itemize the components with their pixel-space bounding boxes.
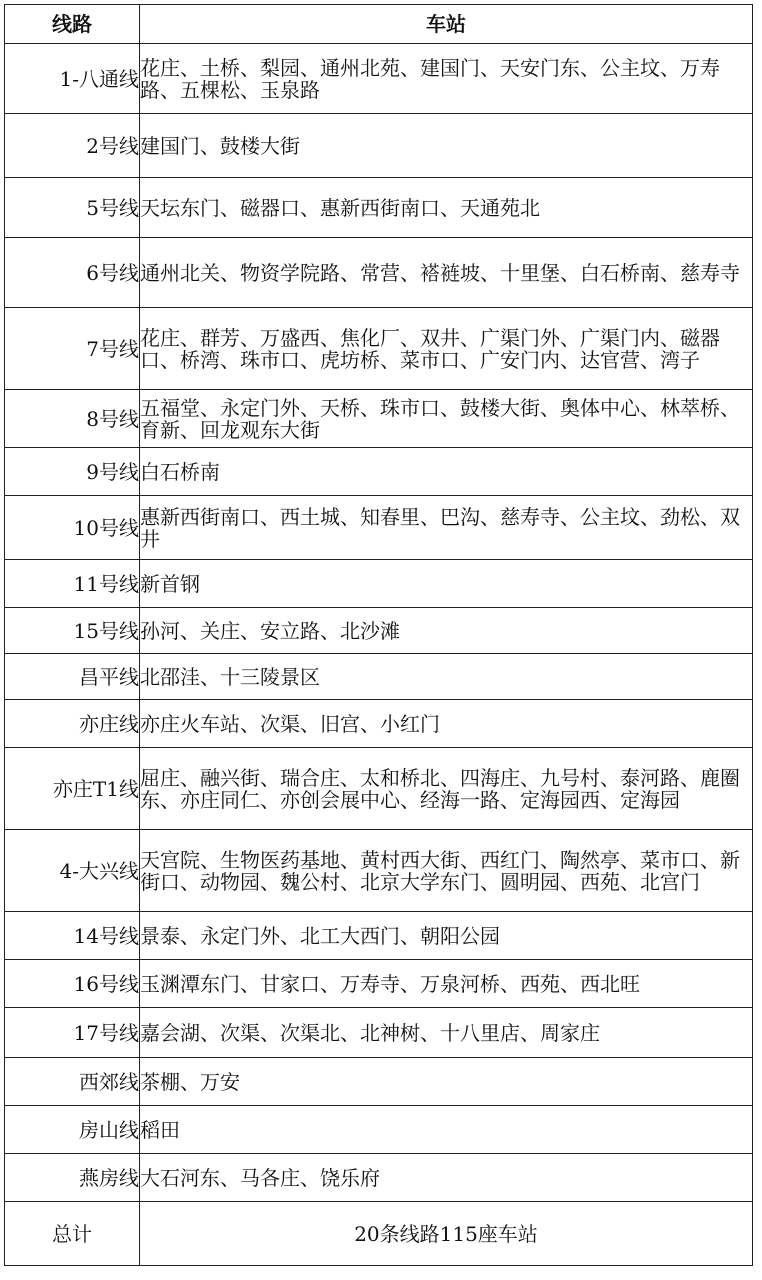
line-name: 6号线 bbox=[5, 238, 140, 308]
line-name: 昌平线 bbox=[5, 654, 140, 700]
line-name: 7号线 bbox=[5, 308, 140, 390]
station-list: 花庄、群芳、万盛西、焦化厂、双井、广渠门外、广渠门内、磁器口、桥湾、珠市口、虎坊桥、菜市口、广安门内、达官营、湾子 bbox=[140, 308, 753, 390]
line-name: 14号线 bbox=[5, 912, 140, 960]
table-row bbox=[5, 496, 753, 560]
table-row bbox=[5, 308, 753, 390]
total-value: 20条线路115座车站 bbox=[140, 1202, 753, 1266]
header-line: 线路 bbox=[5, 5, 140, 44]
table-row bbox=[5, 1154, 753, 1202]
table-row bbox=[5, 1058, 753, 1106]
line-name: 4-大兴线 bbox=[5, 830, 140, 912]
line-name: 亦庄T1线 bbox=[5, 748, 140, 830]
station-list: 亦庄火车站、次渠、旧宫、小红门 bbox=[140, 700, 753, 748]
line-name: 亦庄线 bbox=[5, 700, 140, 748]
station-list: 稻田 bbox=[140, 1106, 753, 1154]
line-name: 2号线 bbox=[5, 114, 140, 178]
table-row bbox=[5, 748, 753, 830]
station-list: 天坛东门、磁器口、惠新西街南口、天通苑北 bbox=[140, 178, 753, 238]
station-list: 花庄、土桥、梨园、通州北苑、建国门、天安门东、公主坟、万寿路、五棵松、玉泉路 bbox=[140, 44, 753, 114]
line-name: 15号线 bbox=[5, 608, 140, 654]
table-row bbox=[5, 1008, 753, 1058]
station-list: 屈庄、融兴街、瑞合庄、太和桥北、四海庄、九号村、泰河路、鹿圈东、亦庄同仁、亦创会展中心、经海一路、定海园西、定海园 bbox=[140, 748, 753, 830]
table-row bbox=[5, 238, 753, 308]
table-row bbox=[5, 830, 753, 912]
line-name: 房山线 bbox=[5, 1106, 140, 1154]
station-list: 玉渊潭东门、甘家口、万寿寺、万泉河桥、西苑、西北旺 bbox=[140, 960, 753, 1008]
metro-stations-table bbox=[4, 4, 753, 1266]
table-row bbox=[5, 560, 753, 608]
table-header-row bbox=[5, 5, 753, 44]
line-name: 燕房线 bbox=[5, 1154, 140, 1202]
total-row bbox=[5, 1202, 753, 1266]
line-name: 西郊线 bbox=[5, 1058, 140, 1106]
table-row bbox=[5, 654, 753, 700]
station-list: 白石桥南 bbox=[140, 448, 753, 496]
station-list: 茶棚、万安 bbox=[140, 1058, 753, 1106]
line-name: 17号线 bbox=[5, 1008, 140, 1058]
table-row bbox=[5, 448, 753, 496]
station-list: 通州北关、物资学院路、常营、褡裢坡、十里堡、白石桥南、慈寿寺 bbox=[140, 238, 753, 308]
total-label: 总计 bbox=[5, 1202, 140, 1266]
line-name: 16号线 bbox=[5, 960, 140, 1008]
line-name: 11号线 bbox=[5, 560, 140, 608]
station-list: 北邵洼、十三陵景区 bbox=[140, 654, 753, 700]
line-name: 10号线 bbox=[5, 496, 140, 560]
table-row bbox=[5, 178, 753, 238]
station-list: 建国门、鼓楼大街 bbox=[140, 114, 753, 178]
table-row bbox=[5, 1106, 753, 1154]
table-row bbox=[5, 912, 753, 960]
line-name: 8号线 bbox=[5, 390, 140, 448]
station-list: 嘉会湖、次渠、次渠北、北神树、十八里店、周家庄 bbox=[140, 1008, 753, 1058]
station-list: 景泰、永定门外、北工大西门、朝阳公园 bbox=[140, 912, 753, 960]
station-list: 大石河东、马各庄、饶乐府 bbox=[140, 1154, 753, 1202]
line-name: 9号线 bbox=[5, 448, 140, 496]
station-list: 惠新西街南口、西土城、知春里、巴沟、慈寿寺、公主坟、劲松、双井 bbox=[140, 496, 753, 560]
station-list: 五福堂、永定门外、天桥、珠市口、鼓楼大街、奥体中心、林萃桥、育新、回龙观东大街 bbox=[140, 390, 753, 448]
header-stations: 车站 bbox=[140, 5, 753, 44]
station-list: 天宫院、生物医药基地、黄村西大街、西红门、陶然亭、菜市口、新街口、动物园、魏公村、北京大学东门、圆明园、西苑、北宫门 bbox=[140, 830, 753, 912]
table-row bbox=[5, 44, 753, 114]
table-row bbox=[5, 390, 753, 448]
line-name: 1-八通线 bbox=[5, 44, 140, 114]
table-row bbox=[5, 700, 753, 748]
station-list: 孙河、关庄、安立路、北沙滩 bbox=[140, 608, 753, 654]
station-list: 新首钢 bbox=[140, 560, 753, 608]
line-name: 5号线 bbox=[5, 178, 140, 238]
table-row bbox=[5, 608, 753, 654]
table-row bbox=[5, 114, 753, 178]
table-row bbox=[5, 960, 753, 1008]
